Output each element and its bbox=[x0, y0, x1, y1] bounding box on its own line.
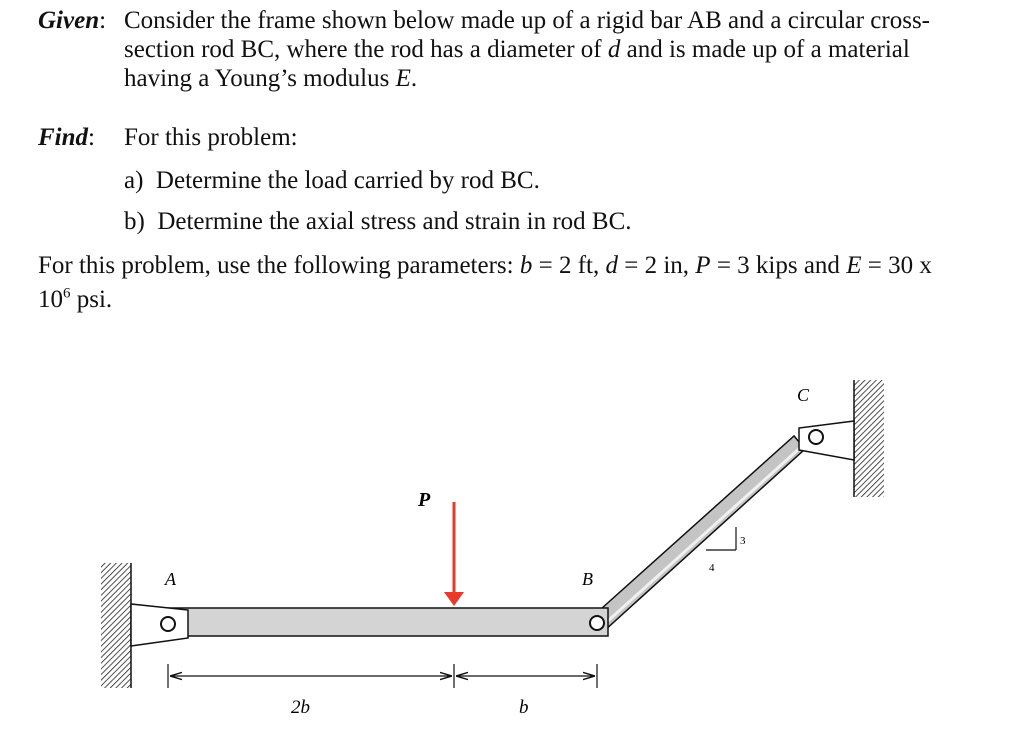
rod-bc bbox=[592, 436, 805, 631]
given-line-3: having a Young’s modulus E. bbox=[124, 65, 418, 92]
pin-c bbox=[809, 430, 823, 444]
wall-left bbox=[101, 563, 131, 688]
label-slope-run: 4 bbox=[709, 562, 715, 574]
var-E: E bbox=[395, 65, 411, 92]
given-colon: : bbox=[99, 7, 107, 34]
given-line-1: Consider the frame shown below made up of a rigid bar AB and a circular cross- bbox=[124, 7, 931, 34]
parameters-line-1: For this problem, use the following parameters: b = 2 ft, d = 2 in, P = 3 kips and E = 30 x bbox=[38, 252, 932, 279]
var-d: d bbox=[607, 36, 621, 63]
load-p-arrowhead bbox=[444, 592, 464, 606]
label-c: C bbox=[797, 385, 810, 405]
support-a bbox=[131, 604, 188, 646]
label-b: B bbox=[582, 569, 593, 589]
pin-a bbox=[161, 617, 175, 631]
find-section: Find: bbox=[38, 124, 95, 151]
find-intro: For this problem: bbox=[124, 124, 298, 151]
bar-ab bbox=[168, 608, 608, 636]
given-label: Given bbox=[38, 7, 100, 34]
label-a: A bbox=[165, 569, 176, 589]
find-label: Find bbox=[38, 124, 89, 151]
parameters-line-2: $10^6$ psi. bbox=[38, 285, 113, 313]
find-item-marker: a) bbox=[124, 167, 144, 194]
find-item-marker: b) bbox=[124, 208, 145, 235]
wall-right bbox=[854, 380, 884, 497]
label-p: P bbox=[418, 489, 431, 511]
find-item-text: Determine the axial stress and strain in rod BC. bbox=[157, 208, 632, 235]
label-dim-2b: 2b bbox=[291, 697, 310, 718]
label-dim-b: b bbox=[519, 697, 529, 718]
given-line-2: section rod BC, where the rod has a diameter of d and is made up of a material bbox=[124, 36, 910, 63]
label-slope-rise: 3 bbox=[740, 535, 746, 547]
find-item-text: Determine the load carried by rod BC. bbox=[155, 167, 540, 194]
support-c bbox=[799, 421, 854, 460]
pin-b bbox=[590, 616, 604, 630]
